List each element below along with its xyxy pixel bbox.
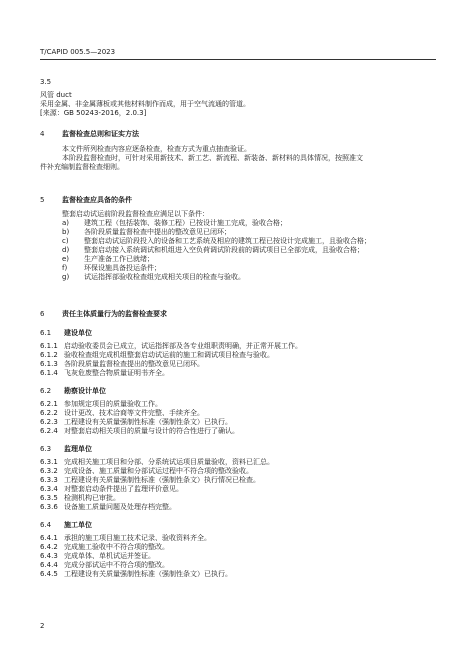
list-item: d) 整套启动接入系统调试和机组进入空负荷调试阶段前的调试项目已全部完成，且验收合格； <box>62 246 364 254</box>
list-item: 6.3.6 设备施工质量问题及处理存档完整。 <box>40 503 176 511</box>
term-definition: 采用金属、非金属薄板或其他材料制作而成，用于空气流通的管道。 <box>40 100 250 108</box>
list-item: e) 生产准备工作已就绪； <box>62 255 154 263</box>
list-item: 6.2.2 设计更改、技术洽商等文件完整、手续齐全。 <box>40 409 204 417</box>
list-item: c) 整套启动试运阶段投入的设备和工艺系统及相应的建筑工程已按设计完成施工，且验收合格； <box>62 237 371 245</box>
list-item: 6.1.4 飞灰危废整合物质量证明书齐全。 <box>40 369 169 377</box>
section-5 <box>40 196 440 282</box>
term-number: 3.5 <box>40 78 52 86</box>
section-4-number: 4 <box>40 130 45 138</box>
section-5-number: 5 <box>40 196 45 204</box>
section-5-intro: 整套启动试运前阶段监督检查应满足以下条件： <box>62 210 209 218</box>
section-5-heading <box>40 196 440 205</box>
section-5-title: 监督检查应具备的条件 <box>62 196 132 204</box>
list-item: g) 试运指挥部验收检查组完成相关项目的检查与验收。 <box>62 273 245 281</box>
section-6-number: 6 <box>40 310 45 318</box>
subsection-6-3-heading: 6.3 监理单位 <box>40 445 92 453</box>
header-rule <box>40 59 436 60</box>
list-item: 6.1.1 启动验收委员会已成立，试运指挥部及各专业组职责明确，并正常开展工作。 <box>40 342 302 350</box>
list-item: b) 各阶段质量监督检查中提出的整改意见已闭环； <box>62 228 231 236</box>
list-item: 6.1.2 验收检查组完成机组整套启动试运前的施工和调试项目检查与验收。 <box>40 351 274 359</box>
subsection-6-3-list <box>40 458 440 512</box>
section-4-heading <box>40 130 440 139</box>
list-item: 6.4.1 承担的施工项目施工技术记录、验收资料齐全。 <box>40 534 211 542</box>
section-4-title: 监督检查总则和证实方法 <box>62 130 139 138</box>
section-4-para-2b: 件补充编制监督检查细则。 <box>40 163 124 171</box>
subsection-6-4-heading: 6.4 施工单位 <box>40 521 92 529</box>
subsection-6-2-heading: 6.2 勘察设计单位 <box>40 387 106 395</box>
list-item: 6.3.4 对整套启动条件提出了监理评价意见。 <box>40 485 183 493</box>
list-item: 6.3.1 完成相关施工项目和分部、分系统试运项目质量验收，资料已汇总。 <box>40 458 274 466</box>
subsection-6-1-heading: 6.1 建设单位 <box>40 329 92 337</box>
doc-header: T/CAPID 005.5—2023 <box>40 48 116 56</box>
section-6 <box>40 310 440 579</box>
list-item: 6.2.4 对整套启动相关项目的质量与设计的符合性进行了确认。 <box>40 427 239 435</box>
list-item: f) 环保设施具备投运条件； <box>62 264 161 272</box>
list-item: 6.3.5 检测机构已审批。 <box>40 494 120 502</box>
section-4-para-1: 本文件所列检查内容应逐条检查，检查方式为重点抽查验证。 <box>62 145 251 153</box>
list-item: 6.2.1 参加规定项目的质量验收工作。 <box>40 400 162 408</box>
list-item: 6.3.3 工程建设有关质量强制性标准（强制性条文）执行情况已检查。 <box>40 476 260 484</box>
section-5-list <box>40 219 440 282</box>
term-source: [来源：GB 50243-2016，2.0.3] <box>40 109 147 117</box>
section-4-para-2a: 本阶段监督检查时，可针对采用新技术、新工艺、新流程、新装备、新材料的具体情况，按照准文 <box>62 154 363 162</box>
section-6-heading <box>40 310 440 319</box>
section-4 <box>40 130 440 172</box>
list-item: 6.4.5 工程建设有关质量强制性标准（强制性条文）已执行。 <box>40 570 232 578</box>
list-item: 6.4.2 完成施工验收中不符合项的整改。 <box>40 543 169 551</box>
section-6-title: 责任主体质量行为的监督检查要求 <box>62 310 167 318</box>
list-item: 6.2.3 工程建设有关质量强制性标准（强制性条文）已执行。 <box>40 418 232 426</box>
subsection-6-1-list <box>40 342 440 378</box>
term-title: 风管 duct <box>40 91 72 99</box>
page-number: 2 <box>40 622 45 630</box>
list-item: 6.4.3 完成单体、单机试运并签证。 <box>40 552 155 560</box>
list-item: 6.3.2 完成设备、施工质量和分部试运过程中不符合项的整改验收。 <box>40 467 253 475</box>
list-item: a) 建筑工程（包括装饰、装修工程）已按设计施工完成，验收合格； <box>62 219 287 227</box>
subsection-6-4-list <box>40 534 440 579</box>
subsection-6-2-list <box>40 400 440 436</box>
term-block <box>40 78 440 118</box>
list-item: 6.4.4 完成分部试运中不符合项的整改。 <box>40 561 169 569</box>
list-item: 6.1.3 各阶段质量监督检查提出的整改意见已闭环。 <box>40 360 204 368</box>
